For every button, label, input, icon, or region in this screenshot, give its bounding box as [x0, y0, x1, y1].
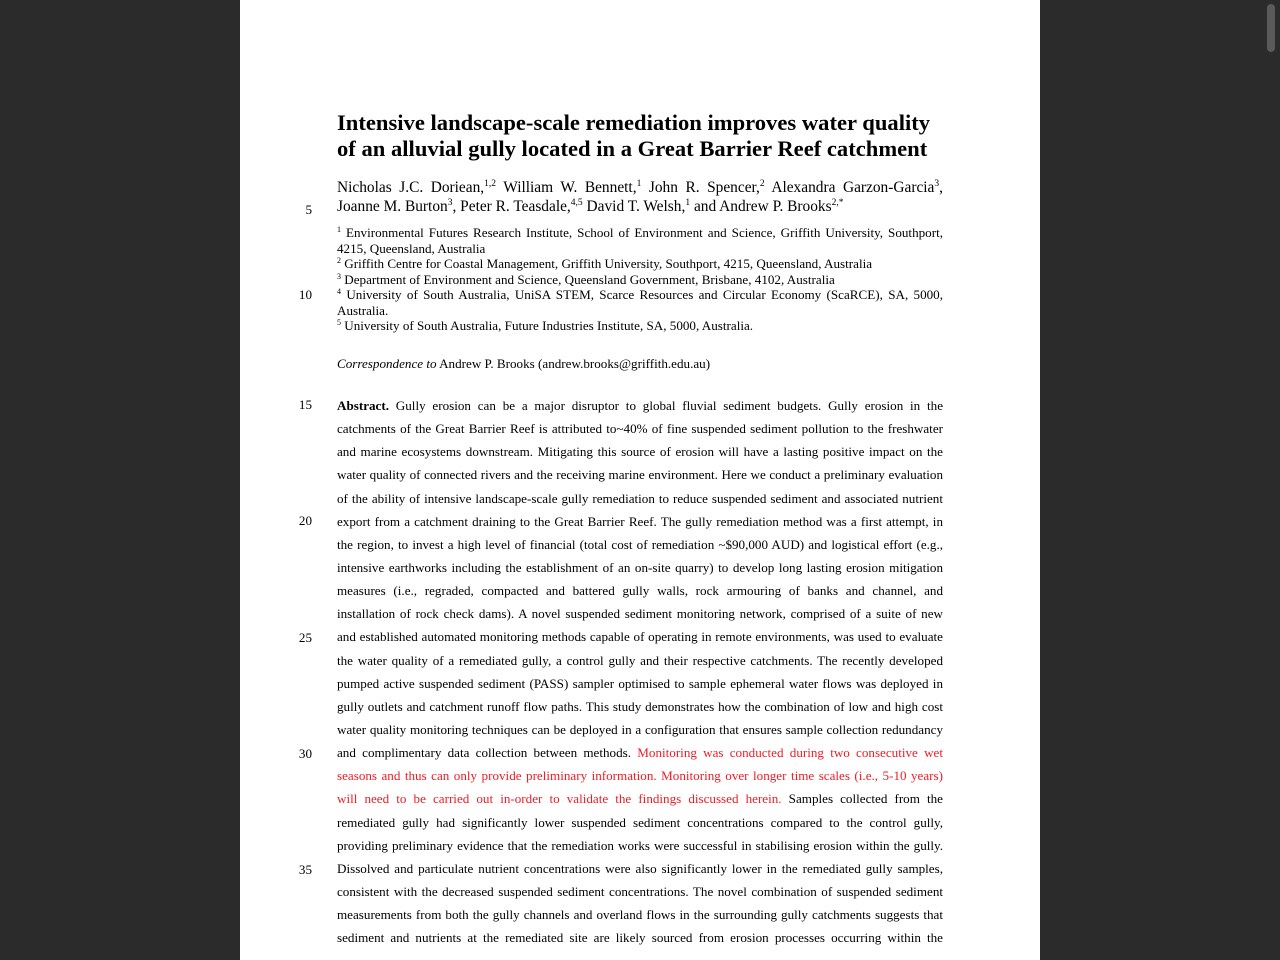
author-name: Andrew P. Brooks	[719, 198, 832, 215]
abstract-text: Gully erosion can be a major disruptor to global fluvial sediment budgets. Gully erosion in the	[395, 398, 944, 413]
highlighted-revision-text: Monitoring was conducted during two consecutive wet	[637, 745, 943, 761]
affiliation-text: Department of Environment and Science, Queensland Government, Brisbane, 4102, Australia	[344, 271, 835, 287]
abstract-line: pumped active suspended sediment (PASS) sampler optimised to sample ephemeral water flows was deployed in	[337, 675, 943, 691]
author-sup: 3	[934, 179, 940, 189]
abstract-line: catchments of the Great Barrier Reef is attributed to~40% of fine suspended sediment pollution to the freshwater	[337, 421, 943, 437]
title-line-1: Intensive landscape-scale remediation improves water quality	[337, 110, 931, 135]
line-number: 15	[298, 397, 312, 412]
author-name: Joanne M. Burton	[337, 198, 448, 215]
author-sup: 1	[685, 198, 691, 208]
affiliation-text: Environmental Futures Research Institute, School of Environment and Science, Griffith University, Southport, 4215, Queensland, Australia	[337, 225, 943, 256]
and-word: and	[693, 198, 717, 215]
abstract-line: export from a catchment draining to the Great Barrier Reef. The gully remediation method was a first attempt, in	[337, 513, 943, 529]
abstract-line: providing preliminary evidence that the remediation works were successful in stabilising erosion within the gully.	[337, 837, 943, 853]
abstract-text: Samples collected from the	[788, 791, 943, 807]
line-number: 35	[298, 862, 312, 877]
author-sup: 4,5	[570, 198, 583, 208]
affiliation-list	[337, 225, 943, 334]
author-name: Nicholas J.C. Doriean,	[337, 179, 485, 196]
line-number: 30	[298, 746, 312, 761]
affiliation-text: University of South Australia, Future Industries Institute, SA, 5000, Australia.	[344, 318, 754, 333]
abstract-line: the region, to invest a high level of financial (total cost of remediation ~$90,000 AUD) and logistical effort (e.g.,	[337, 536, 943, 552]
abstract-text: and complimentary data collection between methods.	[337, 745, 632, 761]
line-number: 20	[298, 513, 312, 528]
abstract-line: and marine ecosystems downstream. Mitigating this source of erosion will have a lasting positive impact on the	[337, 444, 943, 460]
author-name: Alexandra Garzon-Garcia	[771, 179, 935, 196]
abstract-line: gully outlets and catchment runoff flow paths. This study demonstrates how the combination of low and high cost	[337, 698, 943, 714]
author-sup: 3	[447, 198, 453, 208]
highlighted-revision-line: seasons and thus can only provide preliminary information. Monitoring over longer time scales (i.e., 5-10 years)	[337, 768, 943, 784]
abstract-line: of the ability of intensive landscape-scale gully remediation to reduce suspended sediment and associated nutrient	[337, 490, 943, 506]
affiliation-text: Griffith Centre for Coastal Management, Griffith University, Southport, 4215, Queensland, Australia	[344, 256, 873, 271]
affiliation-text: University of South Australia, UniSA STEM, Scarce Resources and Circular Economy (ScaRCE), SA, 5000, Australia.	[337, 287, 943, 318]
abstract-line: intensive earthworks including the establishment of an on-site quarry) to develop long lasting erosion mitigation	[337, 559, 943, 575]
affiliation-sup: 1	[337, 225, 341, 234]
abstract-line: consistent with the decreased suspended sediment concentrations. The novel combination of suspended sediment	[337, 883, 943, 899]
abstract-label: Abstract.	[337, 398, 389, 413]
abstract-line	[337, 787, 943, 810]
abstract-line: the water quality of a remediated gully, a control gully and their respective catchments. The recently developed	[337, 652, 943, 668]
correspondence	[337, 356, 943, 372]
line-number: 5	[305, 202, 312, 217]
title-line-2: of an alluvial gully located in a Great Barrier Reef catchment	[337, 136, 928, 161]
line-number: 25	[298, 630, 312, 645]
author-sup: 2	[759, 179, 765, 189]
abstract-line: and established automated monitoring methods capable of operating in remote environments, was used to evaluate	[337, 629, 943, 645]
abstract-line: installation of rock check dams). A novel suspended sediment monitoring network, comprised of a suite of new	[337, 606, 943, 622]
abstract-line: Dissolved and particulate nutrient concentrations were also significantly lower in the remediated gully samples,	[337, 860, 943, 876]
author-sup: 1,2	[484, 179, 497, 189]
affiliation-item	[337, 272, 943, 288]
author-list: Nicholas J.C. Doriean,$^{1,2}$ William W. Bennett,$^1$ John R. Spencer,$^2$ Alexandra Garzon-Garcia$^3$, Joanne M. Burton$^3$, Peter R. Teasdale,$^{4,5}$ David T. Welsh,$^1$ and Andrew P. Brooks$^{2,*}$	[337, 179, 943, 215]
affiliation-sup: 5	[337, 318, 341, 327]
abstract-line	[337, 741, 943, 764]
abstract-line: measurements from both the gully channels and overland flows in the surrounding gully catchments suggests that	[337, 907, 943, 923]
vertical-scrollbar[interactable]	[1267, 4, 1275, 52]
author-name: Peter R. Teasdale,	[460, 198, 571, 215]
line-number: 10	[298, 287, 312, 302]
affiliation-item	[337, 225, 943, 256]
correspondence-label: Correspondence to	[337, 356, 437, 371]
abstract-line: remediated gully had significantly lower suspended sediment concentrations compared to the control gully,	[337, 814, 943, 830]
affiliation-sup: 3	[337, 271, 341, 281]
affiliation-item	[337, 256, 943, 272]
abstract-line: sediment and nutrients at the remediated site are likely sourced from erosion processes occurring within the	[337, 930, 943, 946]
abstract	[337, 394, 943, 949]
author-sup: 2,*	[831, 198, 844, 208]
paper-title	[337, 110, 943, 162]
pdf-page	[240, 0, 1040, 960]
author-name: David T. Welsh,	[586, 198, 686, 215]
affiliation-item	[337, 287, 943, 318]
highlighted-revision-text: will need to be carried out in-order to validate the findings discussed herein.	[337, 791, 782, 807]
correspondence-text: Andrew P. Brooks (andrew.brooks@griffith.edu.au)	[439, 356, 711, 371]
affiliation-sup: 2	[337, 256, 341, 265]
abstract-line: water quality of connected rivers and the receiving marine environment. Here we conduct a preliminary evaluation	[337, 467, 943, 483]
abstract-line: measures (i.e., regraded, compacted and battered gully walls, rock armouring of banks and channel, and	[337, 583, 943, 599]
affiliation-item	[337, 318, 943, 334]
abstract-line	[337, 394, 943, 417]
author-name: John R. Spencer,	[648, 179, 760, 196]
abstract-line: water quality monitoring techniques can be deployed in a configuration that ensures sample collection redundancy	[337, 721, 943, 737]
author-sup: 1	[636, 179, 642, 189]
author-name: William W. Bennett,	[503, 179, 637, 196]
affiliation-sup: 4	[337, 287, 341, 296]
